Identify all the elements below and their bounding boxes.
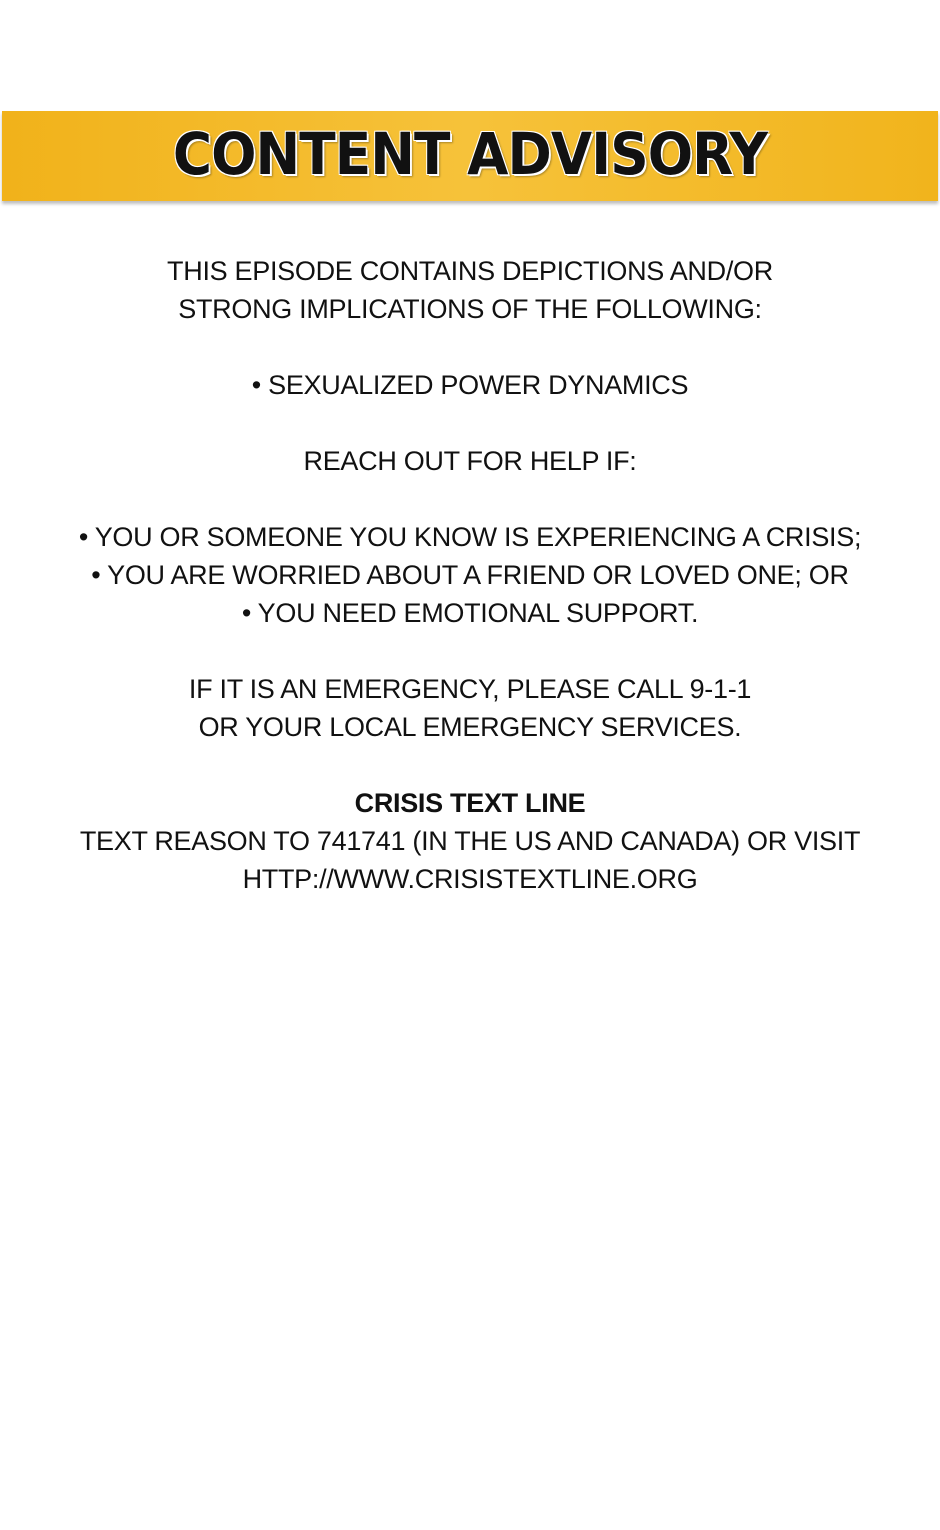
intro-line-2: STRONG IMPLICATIONS OF THE FOLLOWING:: [178, 294, 762, 324]
help-item-support: • YOU NEED EMOTIONAL SUPPORT.: [241, 598, 699, 628]
warning-item: • SEXUALIZED POWER DYNAMICS: [251, 370, 689, 400]
emergency-line-1: IF IT IS AN EMERGENCY, PLEASE CALL 9-1-1: [188, 674, 752, 704]
banner-title: CONTENT ADVISORY: [172, 120, 768, 188]
crisis-line-instruction: TEXT REASON TO 741741 (IN THE US AND CANADA) OR VISIT: [79, 826, 861, 856]
help-item-crisis: • YOU OR SOMEONE YOU KNOW IS EXPERIENCING A CRISIS;: [78, 522, 862, 552]
emergency-line-2: OR YOUR LOCAL EMERGENCY SERVICES.: [198, 712, 742, 742]
advisory-body: [0, 252, 940, 898]
help-item-worried: • YOU ARE WORRIED ABOUT A FRIEND OR LOVED ONE; OR: [91, 560, 849, 590]
advisory-banner: [2, 111, 938, 201]
help-heading: REACH OUT FOR HELP IF:: [303, 446, 637, 476]
crisis-line-title: CRISIS TEXT LINE: [354, 788, 586, 818]
crisis-line-url[interactable]: HTTP://WWW.CRISISTEXTLINE.ORG: [242, 864, 698, 894]
intro-line-1: THIS EPISODE CONTAINS DEPICTIONS AND/OR: [167, 256, 773, 286]
